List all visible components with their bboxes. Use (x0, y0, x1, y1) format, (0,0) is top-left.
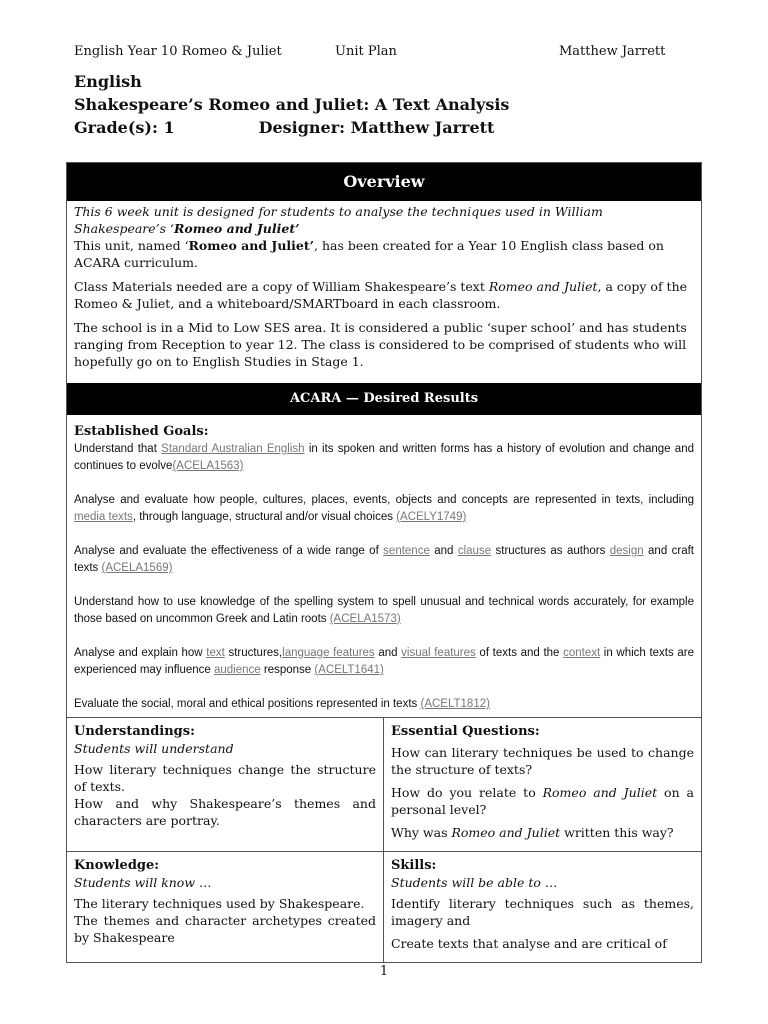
glossary-link[interactable]: visual features (401, 647, 476, 659)
curriculum-code-link[interactable]: (ACELY1749) (396, 511, 467, 523)
overview-paragraph-2: Class Materials needed are a copy of William Shakespeare’s text Romeo and Juliet, a copy of the Romeo & Juliet, and a whiteboard/SMARTboard in each classroom. (74, 279, 688, 311)
glossary-link[interactable]: Standard Australian English (161, 443, 305, 455)
glossary-link[interactable]: sentence (383, 545, 430, 557)
skills-cell (384, 852, 701, 962)
overview-paragraph-3: The school is in a Mid to Low SES area. It is considered a public ‘super school’ and has students ranging from Reception to year 12. The class is considered to be comprised of students who will hopefully go on to English Studies in Stage 1. (74, 320, 687, 369)
skills-title: Skills: (391, 858, 437, 873)
knowledge-cell (67, 852, 384, 962)
title-block (74, 70, 509, 139)
goal-item: Evaluate the social, moral and ethical positions represented in texts (ACELT1812) (74, 698, 490, 710)
knowledge-item: The literary techniques used by Shakespeare. (74, 896, 365, 911)
glossary-link[interactable]: text (206, 647, 225, 659)
curriculum-code-link[interactable]: (ACELT1812) (420, 698, 490, 710)
question-item: Why was Romeo and Juliet written this way? (391, 825, 674, 840)
questions-title: Essential Questions: (391, 724, 540, 739)
knowledge-skills-row (67, 851, 701, 962)
unit-title: Shakespeare’s Romeo and Juliet: A Text Analysis (74, 95, 510, 114)
grade-designer-line (74, 116, 509, 139)
goal-item: Understand that Standard Australian English in its spoken and written forms has a history of evolution and change and continues to evolve(ACELA1563) (74, 443, 694, 472)
header-unit-name: English Year 10 Romeo & Juliet (74, 44, 282, 59)
glossary-link[interactable]: design (609, 545, 644, 557)
understanding-item: How literary techniques change the structure of texts. (74, 762, 376, 794)
understanding-item: How and why Shakespeare’s themes and characters are portray. (74, 796, 376, 828)
goal-item: Understand how to use knowledge of the spelling system to spell unusual and technical words accurately, for example those based on uncommon Greek and Latin roots (ACELA1573) (74, 596, 694, 625)
understandings-subtitle: Students will understand (74, 741, 234, 756)
established-goals-section (67, 415, 701, 717)
skill-item: Identify literary techniques such as themes, imagery and (391, 896, 694, 928)
grade-label: Grade(s): 1 (74, 118, 175, 137)
goal-item: Analyse and explain how text structures,language features and visual features of texts and the context in which texts are experienced may influence audience response (ACELT1641) (74, 647, 695, 676)
curriculum-code-link[interactable]: (ACELA1569) (101, 562, 173, 574)
understandings-questions-row (67, 717, 701, 851)
goal-item: Analyse and evaluate the effectiveness of a wide range of sentence and clause structures as authors design and craft texts (ACELA1569) (74, 545, 694, 574)
goal-item: Analyse and evaluate how people, cultures, places, events, objects and concepts are represented in texts, including media texts, through language, structural and/or visual choices (ACELY1749) (74, 494, 694, 523)
understandings-title: Understandings: (74, 724, 195, 739)
curriculum-code-link[interactable]: (ACELT1641) (314, 664, 384, 676)
unit-plan-table (66, 162, 702, 963)
curriculum-code-link[interactable]: (ACELA1573) (329, 613, 401, 625)
skill-item: Create texts that analyse and are critical of (391, 936, 667, 951)
page-number: 1 (379, 964, 389, 979)
header-author: Matthew Jarrett (559, 44, 666, 59)
essential-questions-cell (384, 718, 701, 851)
overview-intro: This 6 week unit is designed for students to analyse the techniques used in William Shakespeare’s ‘Romeo and Juliet’ (74, 204, 603, 236)
subject-title: English (74, 72, 142, 91)
glossary-link[interactable]: clause (457, 545, 492, 557)
glossary-link[interactable]: media texts (74, 511, 133, 523)
knowledge-title: Knowledge: (74, 858, 160, 873)
knowledge-item: The themes and character archetypes created by Shakespeare (74, 913, 376, 945)
goals-title: Established Goals: (74, 424, 209, 439)
curriculum-code-link[interactable]: (ACELA1563) (172, 460, 244, 472)
glossary-link[interactable]: language features (282, 647, 375, 659)
skills-subtitle: Students will be able to … (391, 875, 558, 890)
designer-label: Designer: Matthew Jarrett (258, 118, 495, 137)
glossary-link[interactable]: audience (214, 664, 261, 676)
question-item: How can literary techniques be used to change the structure of texts? (391, 745, 694, 777)
knowledge-subtitle: Students will know … (74, 875, 212, 890)
overview-section (67, 201, 701, 383)
overview-heading: Overview (67, 163, 701, 201)
header-doc-type: Unit Plan (335, 44, 397, 59)
understandings-cell (67, 718, 384, 851)
overview-paragraph-1: This unit, named ‘Romeo and Juliet’, has been created for a Year 10 English class based on ACARA curriculum. (74, 238, 664, 270)
question-item: How do you relate to Romeo and Juliet on a personal level? (391, 785, 694, 817)
glossary-link[interactable]: context (563, 647, 601, 659)
acara-heading: ACARA — Desired Results (67, 383, 701, 415)
